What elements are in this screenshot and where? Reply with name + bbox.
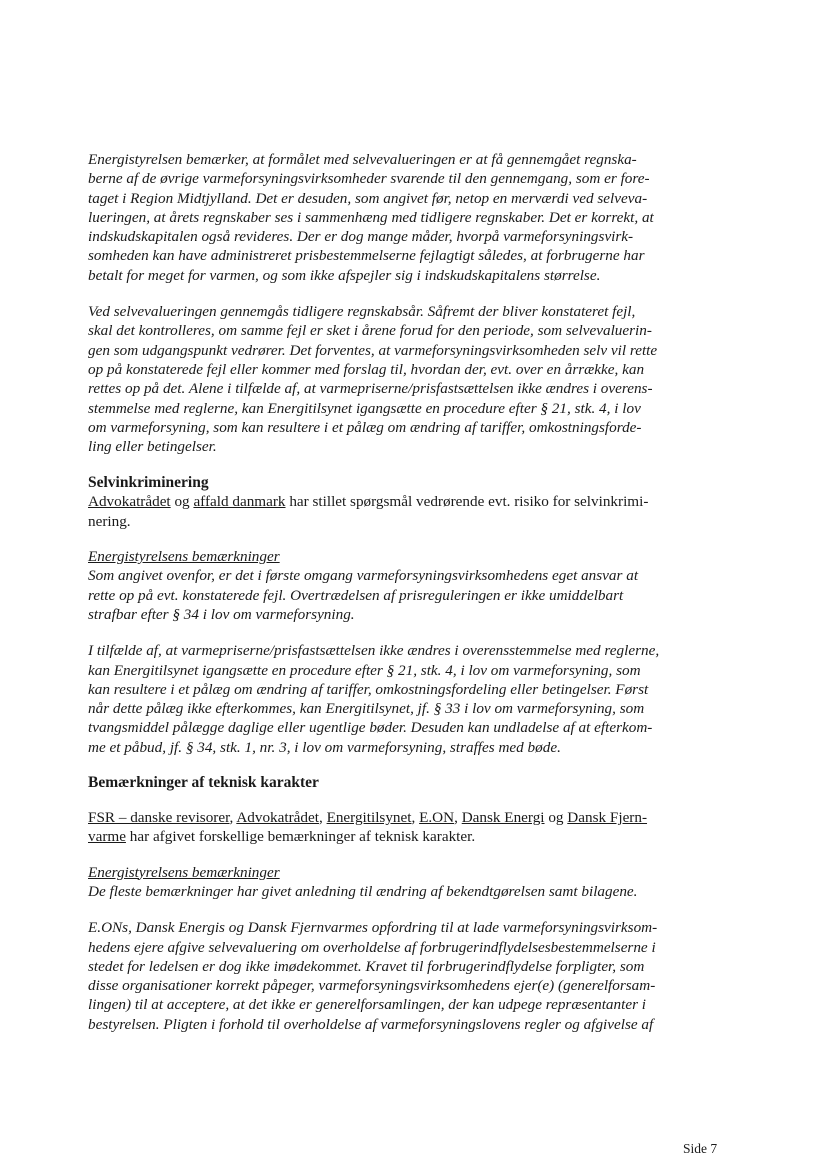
link-dansk-energi: Dansk Energi	[461, 809, 545, 827]
heading-selvinkriminering: Selvinkriminering	[88, 474, 209, 492]
page-number: Side 7	[683, 1141, 718, 1156]
text-line: somheden kan have administreret prisbestemmelserne fejlagtigt således, at forbrugerne har	[88, 247, 645, 265]
text-line: gen som udgangspunkt vedrører. Det forventes, at varmeforsyningsvirksomheden selv vil rette	[88, 341, 658, 359]
text-fragment: har afgivet forskellige bemærkninger af teknisk karakter.	[129, 828, 476, 846]
paragraph-selvinkriminering-intro	[88, 492, 720, 531]
text-line: lueringen, at årets regnskaber ses i sammenhæng med tidligere regnskaber. Det er korrekt, at	[88, 208, 654, 226]
link-advokatraadet: Advokatrådet	[88, 493, 171, 511]
text-line: betalt for meget for varmen, og som ikke afspejler sig i indskudskapitalens størrelse.	[88, 266, 601, 284]
text-line: lingen) til at acceptere, at det ikke er generelforsamlingen, der kan udpege repræsentanter i	[88, 996, 646, 1014]
link-eon: E.ON	[419, 809, 455, 827]
remarks-title: Energistyrelsens bemærkninger	[88, 548, 280, 566]
remarks-title: Energistyrelsens bemærkninger	[88, 863, 280, 881]
text-line: kan Energitilsynet igangsætte en procedure efter § 21, stk. 4, i lov om varmeforsyning, som	[88, 661, 641, 679]
text-line: berne af de øvrige varmeforsyningsvirksomheder svarende til den gennemgang, som er fore-	[88, 170, 650, 188]
paragraph-remarks-1a	[88, 547, 720, 624]
link-dansk-fjernvarme: Dansk Fjern-	[567, 809, 648, 827]
text-line: hedens ejere afgive selvevaluering om overholdelse af forbrugerindflydelsesbestemmelserne i	[88, 938, 656, 956]
text-line: De fleste bemærkninger har givet anledning til ændring af bekendtgørelsen samt bilagene.	[88, 882, 638, 900]
text-line: strafbar efter § 34 i lov om varmeforsyning.	[88, 605, 355, 623]
text-line: op på konstaterede fejl eller kommer med forslag til, hvordan der, evt. over en årrække, kan	[88, 360, 645, 378]
paragraph-remarks-1b	[88, 641, 720, 757]
text-line: indskudskapitalen også revideres. Der er dog mange måder, hvorpå varmeforsyningsvirk-	[88, 228, 634, 246]
text-og: og	[174, 493, 190, 511]
text-line	[88, 827, 720, 846]
text-line: stedet for ledelsen er dog ikke imødekommet. Kravet til forbrugerindflydelse forpligter, som	[88, 957, 645, 975]
paragraph-teknisk-intro	[88, 808, 720, 847]
paragraph-remarks-2b	[88, 918, 720, 1034]
text-line: kan resultere i et pålæg om ændring af tariffer, omkostningsfordeling eller betingelser. Først	[88, 680, 649, 698]
link-affald-danmark: affald danmark	[193, 493, 286, 511]
text-line: FSR – danske revisorer, Advokatrådet, Energitilsynet, E.ON, Dansk Energi og Dansk Fjern-	[88, 809, 648, 827]
text-line: Ved selvevalueringen gennemgås tidligere regnskabsår. Såfremt der bliver konstateret fejl,	[88, 303, 636, 321]
text-line: E.ONs, Dansk Energis og Dansk Fjernvarmes opfordring til at lade varmeforsyningsvirksom-	[88, 919, 658, 937]
text-line: rette op på evt. konstaterede fejl. Overtrædelsen af prisreguleringen er ikke umiddelbart	[88, 586, 624, 604]
text-line: når dette pålæg ikke efterkommes, kan Energitilsynet, jf. § 33 i lov om varmeforsyning, som	[88, 700, 645, 718]
text-line: nering.	[88, 512, 131, 530]
link-advokatraadet: Advokatrådet	[236, 809, 319, 827]
text-line: Som angivet ovenfor, er det i første omgang varmeforsyningsvirksomhedens eget ansvar at	[88, 567, 639, 585]
text-line: om varmeforsyning, som kan resultere i et pålæg om ændring af tariffer, omkostningsforde-	[88, 418, 642, 436]
text-line: bestyrelsen. Pligten i forhold til overholdelse af varmeforsyningslovens regler og afgivelse af	[88, 1015, 654, 1033]
text-line: ling eller betingelser.	[88, 438, 217, 456]
paragraph-selvevaluering-formaal	[88, 150, 720, 285]
text-line	[88, 492, 720, 511]
text-fragment: har stillet spørgsmål vedrørende evt. risiko for selvinkrimi-	[289, 493, 649, 511]
paragraph-remarks-2a	[88, 863, 720, 902]
text-line: stemmelse med reglerne, kan Energitilsynet igangsætte en procedure efter § 21, stk. 4, i lov	[88, 399, 641, 417]
text-line: Energistyrelsen bemærker, at formålet med selvevalueringen er at få gennemgået regnska-	[88, 151, 637, 168]
link-fsr: FSR – danske revisorer	[88, 809, 230, 827]
document-page	[88, 150, 720, 1034]
paragraph-tidligere-regnskabsaar	[88, 302, 720, 456]
link-energitilsynet: Energitilsynet	[326, 809, 412, 827]
text-og: og	[548, 809, 564, 827]
text-line: I tilfælde af, at varmepriserne/prisfastsættelsen ikke ændres i overensstemmelse med reglerne,	[88, 642, 660, 660]
heading-teknisk-karakter: Bemærkninger af teknisk karakter	[88, 774, 319, 792]
link-dansk-fjernvarme-cont: varme	[88, 828, 126, 846]
text-line: disse organisationer korrekt påpeger, varmeforsyningsvirksomhedens ejer(e) (generelforsam-	[88, 977, 656, 995]
text-line: tvangsmiddel pålægge daglige eller ugentlige bøder. Desuden kan undladelse af at efterkom-	[88, 719, 653, 737]
text-line: me et påbud, jf. § 34, stk. 1, nr. 3, i lov om varmeforsyning, straffes med bøde.	[88, 738, 561, 756]
text-line: taget i Region Midtjylland. Det er desuden, som angivet før, netop en merværdi ved selveva-	[88, 189, 648, 207]
text-line: skal det kontrolleres, om samme fejl er sket i årene forud for den periode, som selvevaluerin-	[88, 322, 652, 340]
text-line: rettes op på det. Alene i tilfælde af, at varmepriserne/prisfastsættelsen ikke ændres i overens-	[88, 380, 653, 398]
